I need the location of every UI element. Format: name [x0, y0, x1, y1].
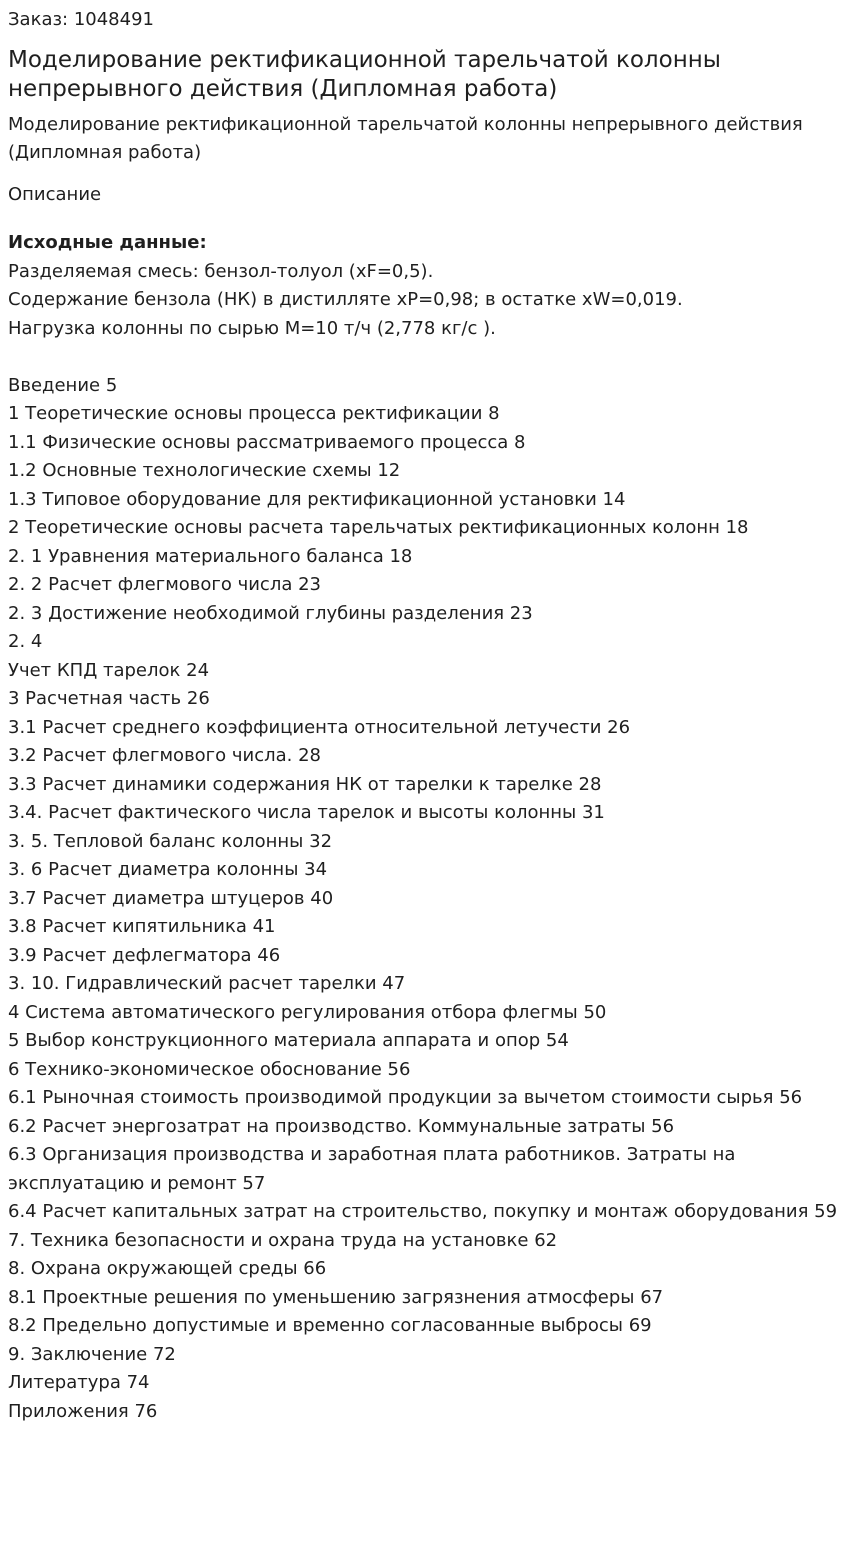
toc-entry: 6.4 Расчет капитальных затрат на строительство, покупку и монтаж оборудования 59 — [8, 1201, 838, 1222]
toc-entry: 3. 5. Тепловой баланс колонны 32 — [8, 830, 333, 852]
order-number: Заказ: 1048491 — [8, 9, 154, 30]
toc-entry: 3.1 Расчет среднего коэффициента относительной летучести 26 — [8, 716, 631, 738]
toc-entry: 2. 4 — [8, 631, 43, 652]
toc-entry: 8. Охрана окружающей среды 66 — [8, 1258, 327, 1279]
toc-entry: 3 Расчетная часть 26 — [8, 688, 210, 709]
toc-entry: 9. Заключение 72 — [8, 1343, 176, 1365]
toc-entry: Литература 74 — [8, 1372, 150, 1393]
initial-data-line: Разделяемая смесь: бензол-толуол (xF=0,5). — [8, 260, 434, 282]
toc-entry: Введение 5 — [8, 374, 118, 396]
toc-entry: Учет КПД тарелок 24 — [8, 659, 210, 681]
toc-entry: 2. 1 Уравнения материального баланса 18 — [8, 545, 413, 567]
description-heading: Описание — [8, 184, 102, 205]
toc-entry: 5 Выбор конструкционного материала аппарата и опор 54 — [8, 1030, 569, 1051]
toc-entry: Приложения 76 — [8, 1400, 158, 1422]
toc-entry: 3. 10. Гидравлический расчет тарелки 47 — [8, 973, 406, 994]
toc-entry: 3. 6 Расчет диаметра колонны 34 — [8, 859, 328, 880]
toc-entry: 7. Техника безопасности и охрана труда на установке 62 — [8, 1229, 558, 1251]
toc-entry: 2. 3 Достижение необходимой глубины разделения 23 — [8, 602, 533, 624]
toc-entry: 1 Теоретические основы процесса ректификации 8 — [8, 403, 500, 424]
toc-entry: 3.4. Расчет фактического числа тарелок и высоты колонны 31 — [8, 802, 605, 823]
toc-entry: 6.2 Расчет энергозатрат на производство. Коммунальные затраты 56 — [8, 1115, 675, 1137]
toc-entry: 2 Теоретические основы расчета тарельчатых ректификационных колонн 18 — [8, 517, 749, 538]
page-title: Моделирование ректификационной тарельчатой колонны непрерывного действия (Дипломная работа) — [8, 47, 721, 102]
toc-entry: 1.2 Основные технологические схемы 12 — [8, 460, 401, 481]
initial-data-line: Содержание бензола (НК) в дистилляте xP=0,98; в остатке xW=0,019. — [8, 289, 683, 310]
page-subtitle: Моделирование ректификационной тарельчатой колонны непрерывного действия (Дипломная работа) — [8, 114, 803, 163]
toc-entry: 3.2 Расчет флегмового числа. 28 — [8, 745, 321, 766]
initial-data-line: Нагрузка колонны по сырью M=10 т/ч (2,778 кг/с ). — [8, 317, 496, 339]
description-body — [8, 229, 839, 1426]
toc-entry: 1.1 Физические основы рассматриваемого процесса 8 — [8, 431, 526, 453]
toc-entry: 8.2 Предельно допустимые и временно согласованные выбросы 69 — [8, 1315, 652, 1336]
toc-entry: 3.9 Расчет дефлегматора 46 — [8, 944, 281, 966]
toc-entry: 2. 2 Расчет флегмового числа 23 — [8, 574, 321, 595]
table-of-contents — [8, 372, 839, 1427]
blank-line — [8, 343, 839, 372]
toc-entry: 3.3 Расчет динамики содержания НК от тарелки к тарелке 28 — [8, 773, 602, 795]
toc-entry: 6.1 Рыночная стоимость производимой продукции за вычетом стоимости сырья 56 — [8, 1087, 803, 1108]
initial-data-heading: Исходные данные: — [8, 232, 207, 253]
toc-entry: 4 Система автоматического регулирования отбора флегмы 50 — [8, 1001, 607, 1023]
toc-entry: 6.3 Организация производства и заработная плата работников. Затраты на эксплуатацию и ремонт 57 — [8, 1144, 736, 1194]
toc-entry: 3.7 Расчет диаметра штуцеров 40 — [8, 887, 334, 909]
toc-entry: 1.3 Типовое оборудование для ректификационной установки 14 — [8, 488, 626, 510]
toc-entry: 8.1 Проектные решения по уменьшению загрязнения атмосферы 67 — [8, 1286, 664, 1308]
toc-entry: 6 Технико-экономическое обоснование 56 — [8, 1058, 411, 1080]
toc-entry: 3.8 Расчет кипятильника 41 — [8, 916, 276, 937]
